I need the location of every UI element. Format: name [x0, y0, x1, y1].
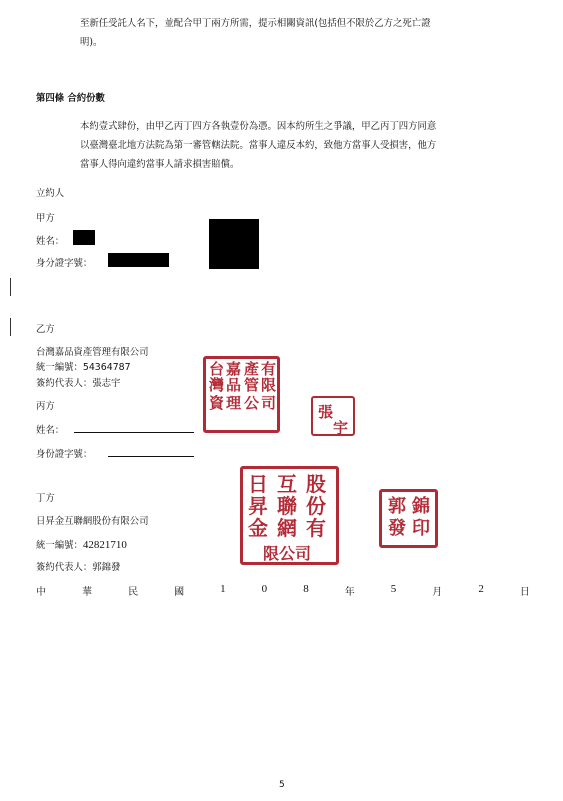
date-year-digit: 8: [303, 583, 309, 595]
article-4-heading: 第四條 合約份數: [36, 93, 105, 104]
party-c-name-blank: [74, 423, 194, 433]
date-char: 民: [128, 587, 139, 598]
continuation-line-2: 明)。: [80, 37, 103, 48]
party-a-id-label: 身分證字號：: [36, 258, 93, 269]
party-d-tax-id-value: 42821710: [82, 539, 127, 551]
party-b-representative: 簽約代表人：張志宇: [36, 378, 121, 389]
article-4-paragraph-line-2: 以臺灣臺北地方法院為第一審管轄法院。當事人違反本約，致他方當事人受損害，他方: [80, 140, 437, 151]
date-month-value: 5: [390, 583, 397, 595]
date-char: 年: [344, 587, 355, 598]
party-b-representative-seal: 張 宇: [311, 396, 355, 436]
text-cursor-mark: [10, 278, 11, 296]
party-a-signature-redaction: [209, 219, 259, 269]
party-c-name-label: 姓名：: [36, 425, 65, 436]
date-char: 國: [174, 587, 185, 598]
party-a-name-label: 姓名：: [36, 236, 65, 247]
date-day-value: 2: [478, 583, 484, 595]
date-year-digit: 0: [261, 583, 268, 595]
party-c-id-blank: [108, 447, 194, 457]
party-a-id-redaction: [108, 253, 169, 267]
page-number: 5: [279, 780, 285, 790]
party-d-company: 日昇金互聯網股份有限公司: [36, 516, 149, 527]
date-char: 日: [519, 587, 530, 598]
date-char: 月: [432, 587, 443, 598]
party-b-company-seal: 台 灣 嘉 品 產 管 有 限 資 理 公 司: [203, 356, 280, 433]
article-4-paragraph-line-3: 當事人得向違約當事人請求損害賠償。: [80, 159, 240, 170]
party-a-label: 甲方: [36, 213, 55, 224]
party-d-tax-id: [36, 537, 127, 551]
party-d-label: 丁方: [36, 493, 55, 504]
party-c-label: 丙方: [36, 401, 55, 412]
continuation-line-1: 至新任受託人名下，並配合甲丁兩方所需，提示相關資訊(包括但不限於乙方之死亡證: [80, 18, 431, 29]
article-4-paragraph-line-1: 本約壹式肆份，由甲乙丙丁四方各執壹份為憑。因本約所生之爭議，甲乙丙丁四方同意: [80, 121, 437, 132]
date-year-digit: 1: [220, 583, 226, 595]
party-b-tax-id: 統一編號：54364787: [36, 362, 131, 373]
signing-date-line: [36, 583, 530, 598]
party-a-name-redaction: [73, 230, 95, 245]
party-d-representative: 簽約代表人：郭錦發: [36, 562, 121, 573]
signatories-header: 立約人: [36, 188, 65, 199]
party-c-id-label: 身份證字號：: [36, 449, 93, 460]
date-char: 中: [36, 587, 46, 598]
date-char: 華: [82, 587, 93, 598]
party-b-company: 台灣嘉品資產管理有限公司: [36, 347, 149, 358]
party-d-representative-seal: 郭 發 錦 印: [379, 489, 438, 548]
party-d-tax-id-label: 統一編號：: [36, 540, 83, 551]
party-d-company-seal: 日 昇 金 互 聯 網 股 份 有 限公司: [240, 466, 339, 565]
text-cursor-mark: [10, 318, 11, 336]
party-b-label: 乙方: [36, 324, 55, 335]
